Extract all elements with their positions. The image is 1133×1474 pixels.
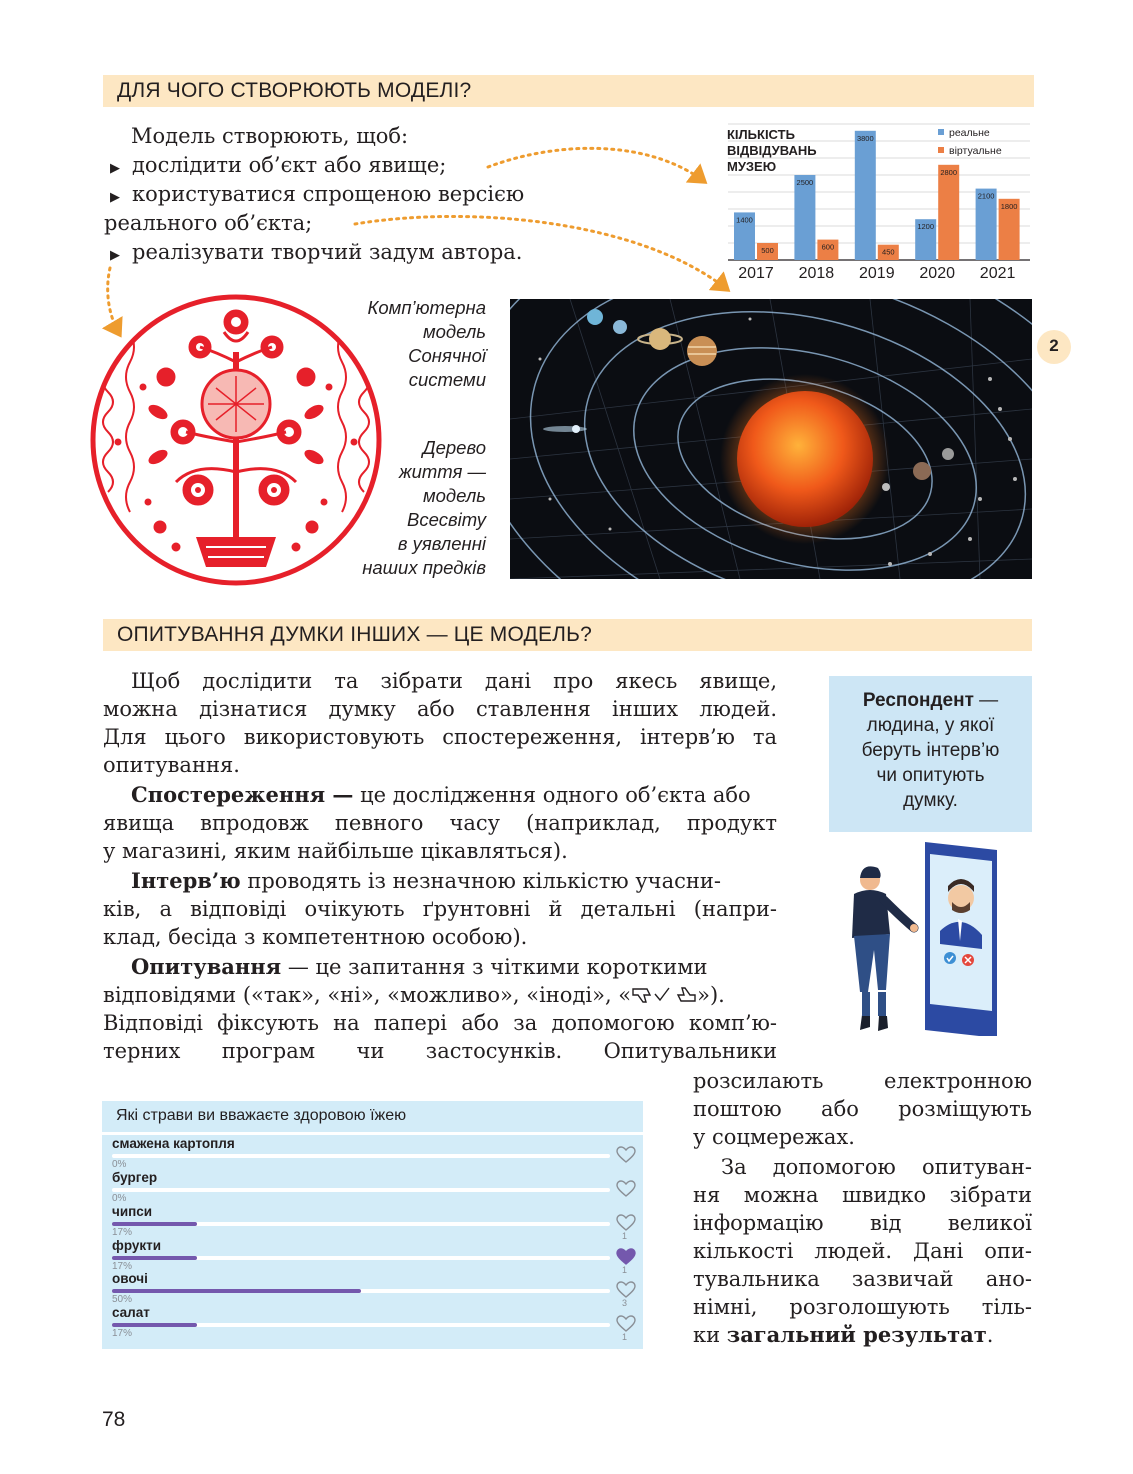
poll-option-bar-fill bbox=[112, 1256, 197, 1260]
solar-system-image bbox=[510, 299, 1032, 579]
poll-option-bar bbox=[112, 1188, 610, 1192]
paragraph-text: відповідями («так», «ні», «можливо», «іноді», « bbox=[103, 983, 632, 1007]
caption-line: Сонячної bbox=[408, 345, 486, 366]
term-interview: Інтерв’ю bbox=[131, 868, 241, 893]
poll-option-count: 1 bbox=[622, 1332, 628, 1342]
solar-system-caption bbox=[330, 296, 486, 392]
caption-line: Дерево bbox=[422, 437, 486, 458]
paragraph-line: розсилають електронною bbox=[693, 1069, 1032, 1093]
chart-data-label: 1800 bbox=[1000, 201, 1018, 211]
poll-option-bar bbox=[112, 1256, 610, 1260]
paragraph-line: явища впродовж певного часу (наприклад, продукт bbox=[103, 811, 777, 835]
chart-data-label: 450 bbox=[882, 247, 895, 257]
poll-option-bar-fill bbox=[112, 1289, 361, 1293]
side-number: 2 bbox=[1049, 336, 1059, 355]
bullet-text: дослідити об’єкт або явище; bbox=[132, 153, 447, 177]
poll-option-count: 1 bbox=[622, 1265, 628, 1275]
poll-widget bbox=[102, 1101, 643, 1349]
section-heading: ДЛЯ ЧОГО СТВОРЮЮТЬ МОДЕЛІ? bbox=[117, 79, 472, 102]
thumbs-down-check-thumbs-up-icon bbox=[631, 985, 697, 1005]
paragraph-line: кількості людей. Дані опи- bbox=[693, 1239, 1032, 1263]
chart-bar bbox=[938, 165, 959, 260]
term-general-result: загальний результат bbox=[726, 1322, 987, 1347]
bullet-text: реалізувати творчий задум автора. bbox=[132, 240, 523, 264]
chart-tick-label: 2021 bbox=[979, 265, 1016, 282]
paragraph-line: можна дізнатися думку або ставлення інших людей. bbox=[103, 697, 777, 721]
chart-data-label: 600 bbox=[821, 242, 835, 252]
chart-data-label: 2100 bbox=[977, 191, 995, 201]
paragraph-line: у соцмережах. bbox=[693, 1125, 855, 1149]
legend-swatch-virtual bbox=[938, 147, 944, 153]
respondent-illustration bbox=[840, 836, 1010, 1036]
side-number-badge bbox=[1037, 330, 1071, 364]
poll-option-bar-fill bbox=[112, 1222, 197, 1226]
definition-line: думку. bbox=[903, 790, 958, 811]
poll-option-percent: 50% bbox=[112, 1294, 133, 1305]
poll-option[interactable] bbox=[102, 1170, 643, 1204]
definition-term: Респондент bbox=[862, 690, 974, 711]
definition-line: беруть інтерв’ю bbox=[861, 740, 1000, 761]
poll-option[interactable] bbox=[102, 1271, 643, 1308]
caption-line: життя — bbox=[398, 461, 486, 482]
chart-tick-label: 2018 bbox=[798, 265, 835, 282]
definition-line: — bbox=[973, 690, 999, 711]
chart-tick-label: 2017 bbox=[738, 265, 774, 282]
poll-option-bar bbox=[112, 1222, 610, 1226]
poll-option-label: салат bbox=[112, 1305, 150, 1320]
chart-tick-label: 2020 bbox=[919, 265, 955, 282]
heart-outline-icon[interactable] bbox=[616, 1315, 636, 1333]
paragraph-line: у магазині, яким найбільше цікавляться). bbox=[103, 839, 568, 863]
heart-outline-icon[interactable] bbox=[616, 1180, 636, 1198]
legend-label-real: реальне bbox=[949, 127, 990, 139]
paragraph-line: ків, а відповіді очікують ґрунтовні й детальні (напри- bbox=[103, 897, 777, 921]
paragraph-line: опитування. bbox=[103, 753, 240, 777]
chart-data-label: 1400 bbox=[736, 215, 753, 225]
poll-option-label: фрукти bbox=[112, 1238, 162, 1253]
bullet-text-continued: реального об’єкта; bbox=[104, 211, 313, 235]
paragraph-text: »). bbox=[697, 983, 725, 1007]
legend-label-virtual: віртуальне bbox=[949, 145, 1002, 157]
paragraph-line bbox=[131, 867, 777, 895]
chart-title-line: МУЗЕЮ bbox=[727, 159, 777, 174]
museum-visits-chart bbox=[720, 120, 1034, 286]
triangle-bullet-icon: ▶ bbox=[110, 161, 120, 176]
paragraph-line: тувальника зазвичай ано- bbox=[693, 1267, 1032, 1291]
caption-line: Комп’ютерна bbox=[367, 297, 486, 318]
arrow-to-chart bbox=[488, 148, 705, 182]
chart-tick-label: 2019 bbox=[859, 265, 895, 282]
chart-title-line: КІЛЬКІСТЬ bbox=[727, 127, 795, 142]
term-observation: Спостереження — bbox=[131, 782, 354, 807]
term-survey: Опитування bbox=[131, 954, 282, 979]
heart-outline-icon[interactable] bbox=[616, 1146, 636, 1164]
paragraph-line: терних програм чи застосунків. Опитувальники bbox=[103, 1039, 777, 1063]
paragraph-line: клад, бесіда з компетентною особою). bbox=[103, 925, 528, 949]
poll-option[interactable] bbox=[102, 1305, 643, 1342]
poll-question: Які страви ви вважаєте здоровою їжею bbox=[116, 1107, 407, 1124]
poll-option-percent: 0% bbox=[112, 1159, 127, 1170]
tree-of-life-caption bbox=[330, 436, 486, 580]
chart-data-label: 500 bbox=[761, 246, 774, 255]
poll-option-percent: 17% bbox=[112, 1261, 133, 1272]
paragraph-line bbox=[693, 1321, 993, 1349]
chart-data-label: 2800 bbox=[940, 167, 958, 177]
definition-line: чи опитують bbox=[876, 765, 985, 786]
paragraph-line: Відповіді фіксують на папері або за допомогою комп’ю- bbox=[103, 1011, 777, 1035]
caption-line: модель bbox=[422, 485, 486, 506]
poll-option-bar bbox=[112, 1323, 610, 1327]
paragraph-line: поштою або розміщують bbox=[693, 1097, 1032, 1121]
chart-title-line: ВІДВІДУВАНЬ bbox=[727, 143, 817, 158]
chart-data-label: 3800 bbox=[856, 133, 874, 143]
page-number: 78 bbox=[102, 1408, 126, 1431]
triangle-bullet-icon: ▶ bbox=[110, 248, 120, 263]
paragraph-line: інформацію від великої bbox=[693, 1211, 1032, 1235]
definition-box bbox=[829, 676, 1032, 832]
heart-outline-icon[interactable] bbox=[616, 1214, 636, 1232]
paragraph-line: німні, розголошують тіль- bbox=[693, 1295, 1032, 1319]
paragraph-line bbox=[131, 953, 777, 981]
triangle-bullet-icon: ▶ bbox=[110, 190, 120, 205]
poll-option-bar-fill bbox=[112, 1323, 197, 1327]
bullet-text: користуватися спрощеною версією bbox=[132, 182, 525, 206]
legend-swatch-real bbox=[938, 129, 944, 135]
poll-option-bar bbox=[112, 1289, 610, 1293]
poll-option-percent: 0% bbox=[112, 1193, 127, 1204]
poll-option[interactable] bbox=[102, 1136, 643, 1170]
poll-divider bbox=[102, 1132, 643, 1135]
poll-option[interactable] bbox=[102, 1238, 643, 1275]
poll-option-label: чипси bbox=[112, 1204, 153, 1219]
paragraph-text: проводять із незначною кількістю учасни- bbox=[240, 869, 721, 893]
caption-line: в уявленні bbox=[397, 533, 486, 554]
paragraph-line bbox=[103, 981, 725, 1009]
caption-line: Всесвіту bbox=[407, 509, 486, 530]
paragraph-text: ки bbox=[693, 1323, 727, 1347]
poll-option-count: 3 bbox=[622, 1298, 628, 1308]
poll-option-percent: 17% bbox=[112, 1227, 133, 1238]
paragraph-text: — це запитання з чіткими короткими bbox=[281, 955, 708, 979]
poll-option-label: смажена картопля bbox=[112, 1136, 235, 1151]
paragraph-line: За допомогою опитуван- bbox=[721, 1155, 1032, 1179]
caption-line: модель bbox=[422, 321, 486, 342]
paragraph-text: це дослідження одного об’єкта або bbox=[353, 783, 751, 807]
section-heading: ОПИТУВАННЯ ДУМКИ ІНШИХ — ЦЕ МОДЕЛЬ? bbox=[117, 623, 593, 646]
paragraph-line: Щоб дослідити та зібрати дані про якесь явище, bbox=[131, 669, 777, 693]
caption-line: системи bbox=[408, 369, 486, 390]
paragraph-line: ня можна швидко зібрати bbox=[693, 1183, 1032, 1207]
paragraph-text: . bbox=[986, 1323, 994, 1347]
arrow-to-solar-system bbox=[355, 216, 728, 290]
definition-line: людина, у якої bbox=[866, 715, 995, 736]
section-heading-band bbox=[103, 619, 1032, 651]
poll-option-count: 1 bbox=[622, 1231, 628, 1241]
poll-option-label: овочі bbox=[112, 1271, 148, 1286]
heart-filled-icon[interactable] bbox=[616, 1248, 636, 1266]
paragraph-line: Для цього використовують спостереження, інтерв’ю та bbox=[103, 725, 777, 749]
chart-data-label: 2500 bbox=[796, 178, 814, 187]
caption-line: наших предків bbox=[362, 557, 486, 578]
chart-bar bbox=[855, 131, 876, 260]
poll-option-bar bbox=[112, 1154, 610, 1158]
intro-text: Модель створюють, щоб: bbox=[131, 124, 409, 148]
poll-option[interactable] bbox=[102, 1204, 643, 1241]
heart-outline-icon[interactable] bbox=[616, 1281, 636, 1299]
chart-data-label: 1200 bbox=[917, 222, 935, 232]
poll-option-percent: 17% bbox=[112, 1328, 133, 1339]
poll-option-label: бургер bbox=[112, 1170, 158, 1185]
paragraph-line bbox=[131, 781, 777, 809]
chart-bar bbox=[794, 175, 815, 260]
